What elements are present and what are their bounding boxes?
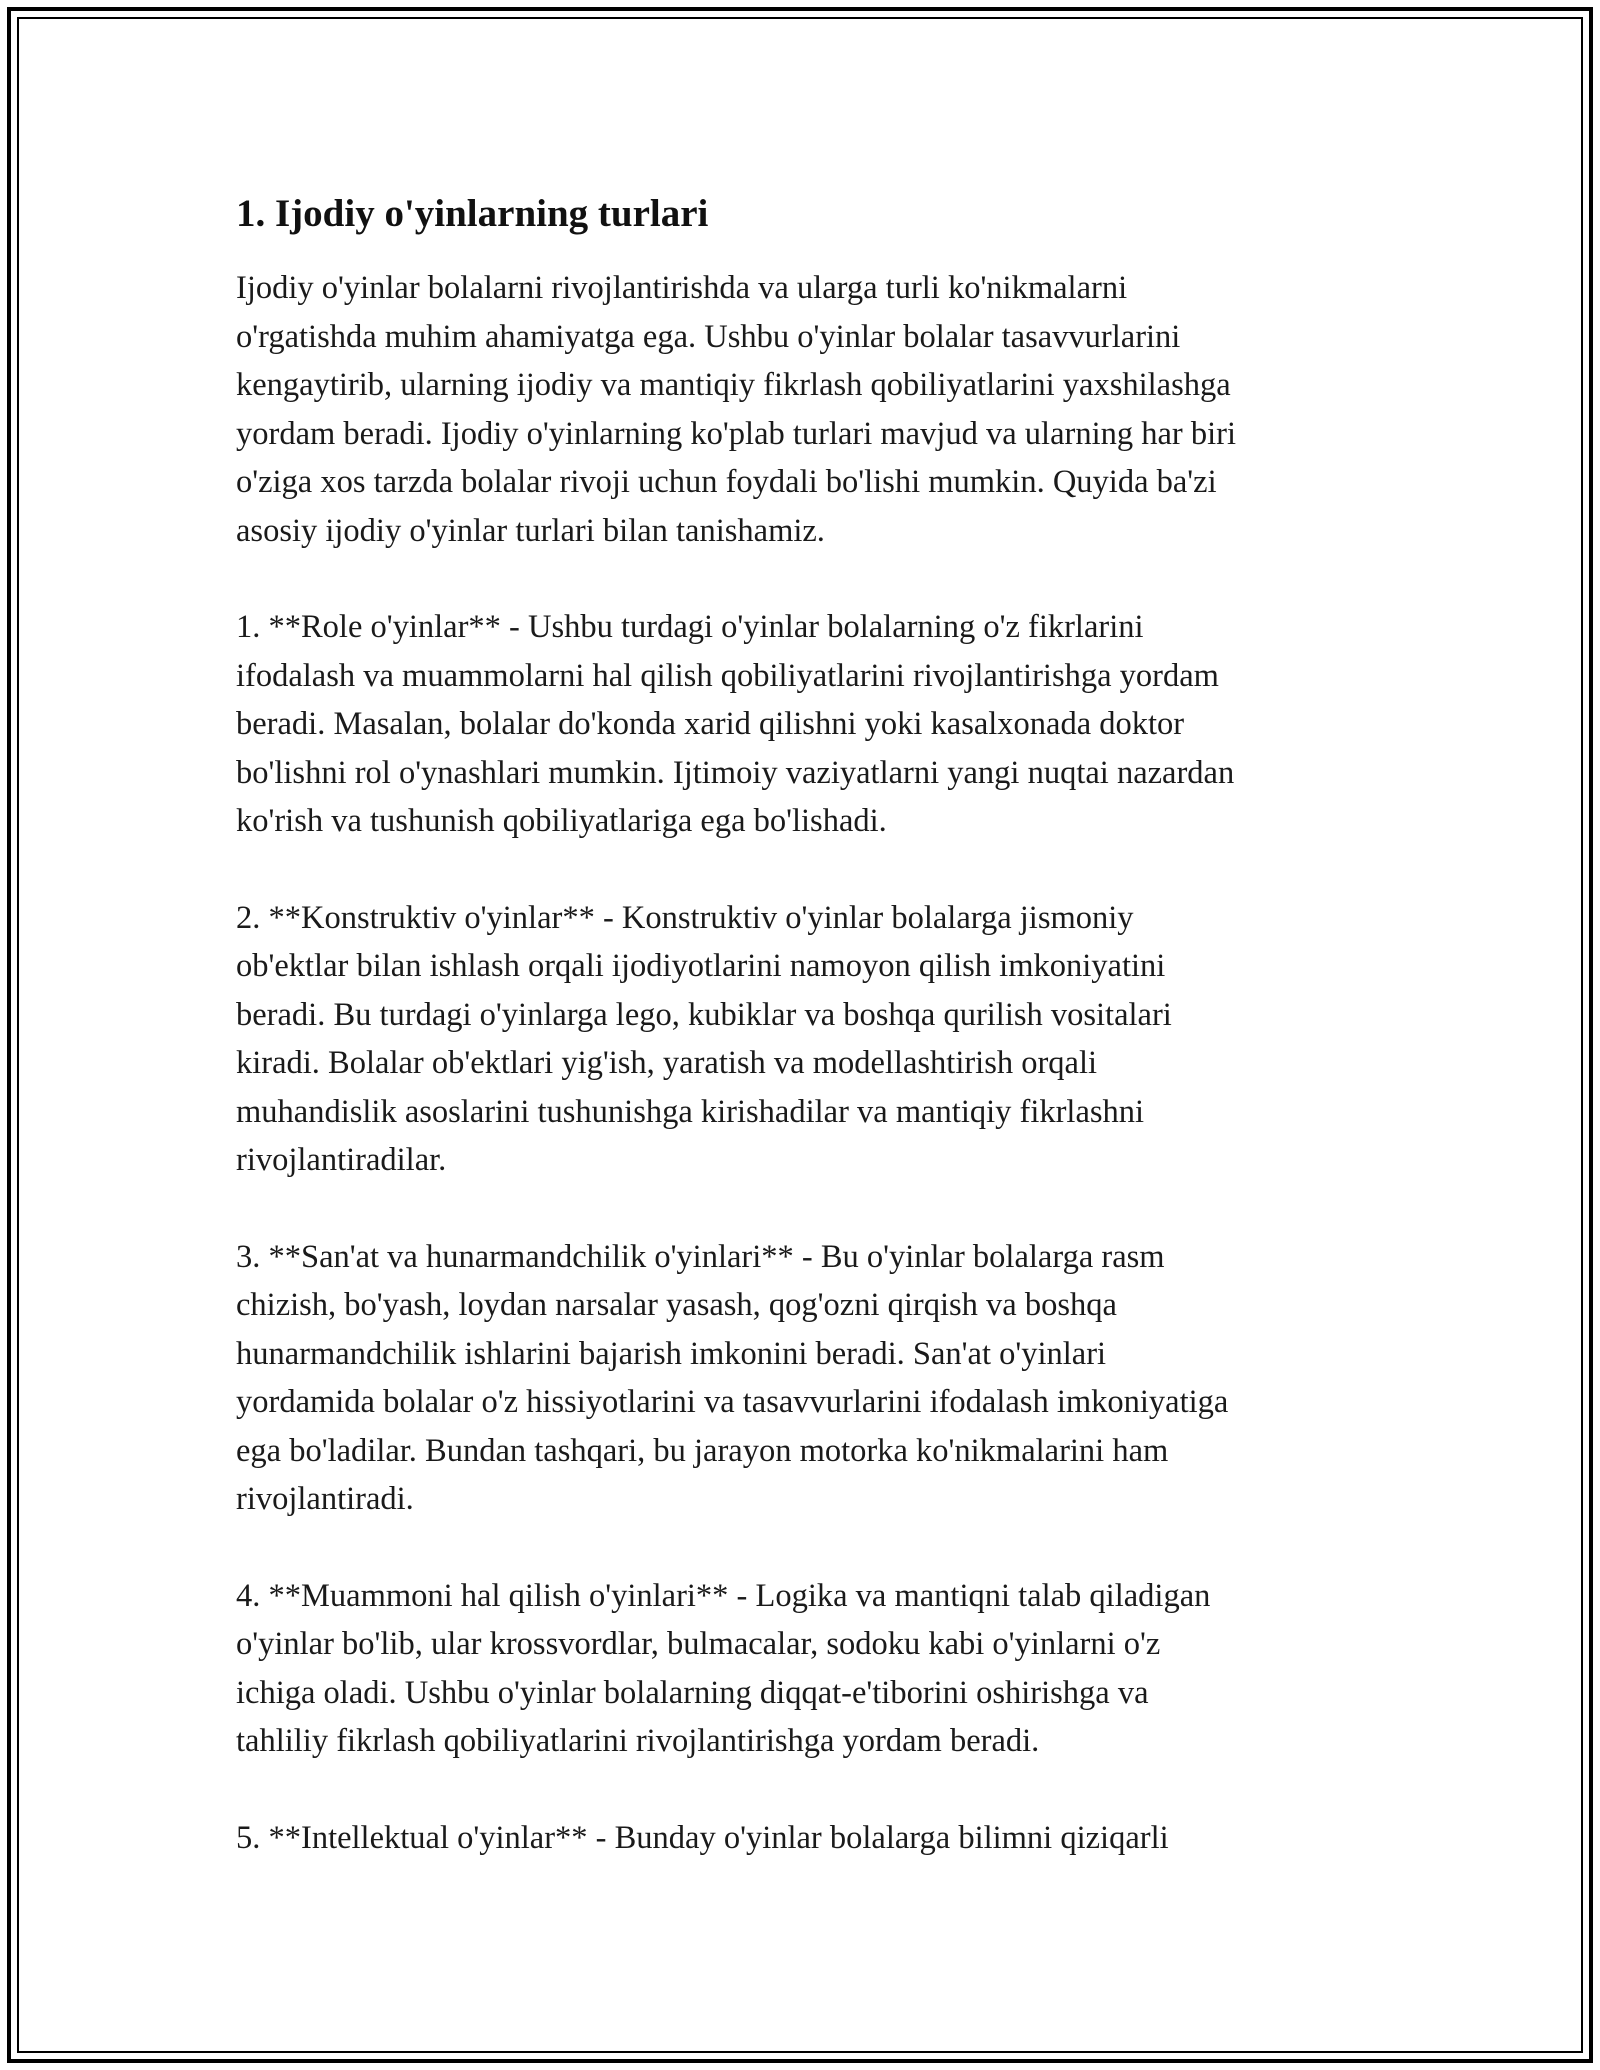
section-heading: 1. Ijodiy o'yinlarning turlari — [236, 192, 709, 235]
paragraph-role-games: 1. **Role o'yinlar** - Ushbu turdagi o'yinlar bolalarning o'z fikrlarini ifodalash va muammolarni hal qilish qobiliyatlarini rivojlantirishga yordam beradi. Masalan, bolalar do'konda xarid qilishni yoki kasalxonada doktor bo'lishni rol o'ynashlari mumkin. Ijtimoiy vaziyatlarni yangi nuqtai nazardan ko'rish va tushunish qobiliyatlariga ega bo'lishadi. — [236, 609, 1235, 839]
paragraph-problem-solving-games: 4. **Muammoni hal qilish o'yinlari** - Logika va mantiqni talab qiladigan o'yinlar bo'lib, ular krossvordlar, bulmacalar, sodoku kabi o'yinlarni o'z ichiga oladi. Ushbu o'yinlar bolalarning diqqat-e'tiborini oshirishga va tahliliy fikrlash qobiliyatlarini rivojlantirishga yordam beradi. — [236, 1577, 1211, 1759]
paragraph-constructive-games: 2. **Konstruktiv o'yinlar** - Konstruktiv o'yinlar bolalarga jismoniy ob'ektlar bilan ishlash orqali ijodiyotlarini namoyon qilish imkoniyatini beradi. Bu turdagi o'yinlarga lego, kubiklar va boshqa qurilish vositalari kiradi. Bolalar ob'ektlari yig'ish, yaratish va modellashtirish orqali muhandislik asoslarini tushunishga kirishadilar va mantiqiy fikrlashni rivojlantiradilar. — [236, 899, 1172, 1178]
paragraph-intellectual-games: 5. **Intellektual o'yinlar** - Bunday o'yinlar bolalarga bilimni qiziqarli — [236, 1819, 1169, 1856]
paragraph-art-craft-games: 3. **San'at va hunarmandchilik o'yinlari** - Bu o'yinlar bolalarga rasm chizish, bo'yash, loydan narsalar yasash, qog'ozni qirqish va boshqa hunarmandchilik ishlarini bajarish imkonini beradi. San'at o'yinlari yordamida bolalar o'z hissiyotlarini va tasavvurlarini ifodalash imkoniyatiga ega bo'ladilar. Bundan tashqari, bu jarayon motorka ko'nikmalarini ham rivojlantiradi. — [236, 1238, 1229, 1517]
document-body — [236, 186, 1366, 1862]
intro-paragraph: Ijodiy o'yinlar bolalarni rivojlantirishda va ularga turli ko'nikmalarni o'rgatishda muhim ahamiyatga ega. Ushbu o'yinlar bolalar tasavvurlarini kengaytirib, ularning ijodiy va mantiqiy fikrlash qobiliyatlarini yaxshilashga yordam beradi. Ijodiy o'yinlarning ko'plab turlari mavjud va ularning har biri o'ziga xos tarzda bolalar rivoji uchun foydali bo'lishi mumkin. Quyida ba'zi asosiy ijodiy o'yinlar turlari bilan tanishamiz. — [236, 270, 1236, 549]
